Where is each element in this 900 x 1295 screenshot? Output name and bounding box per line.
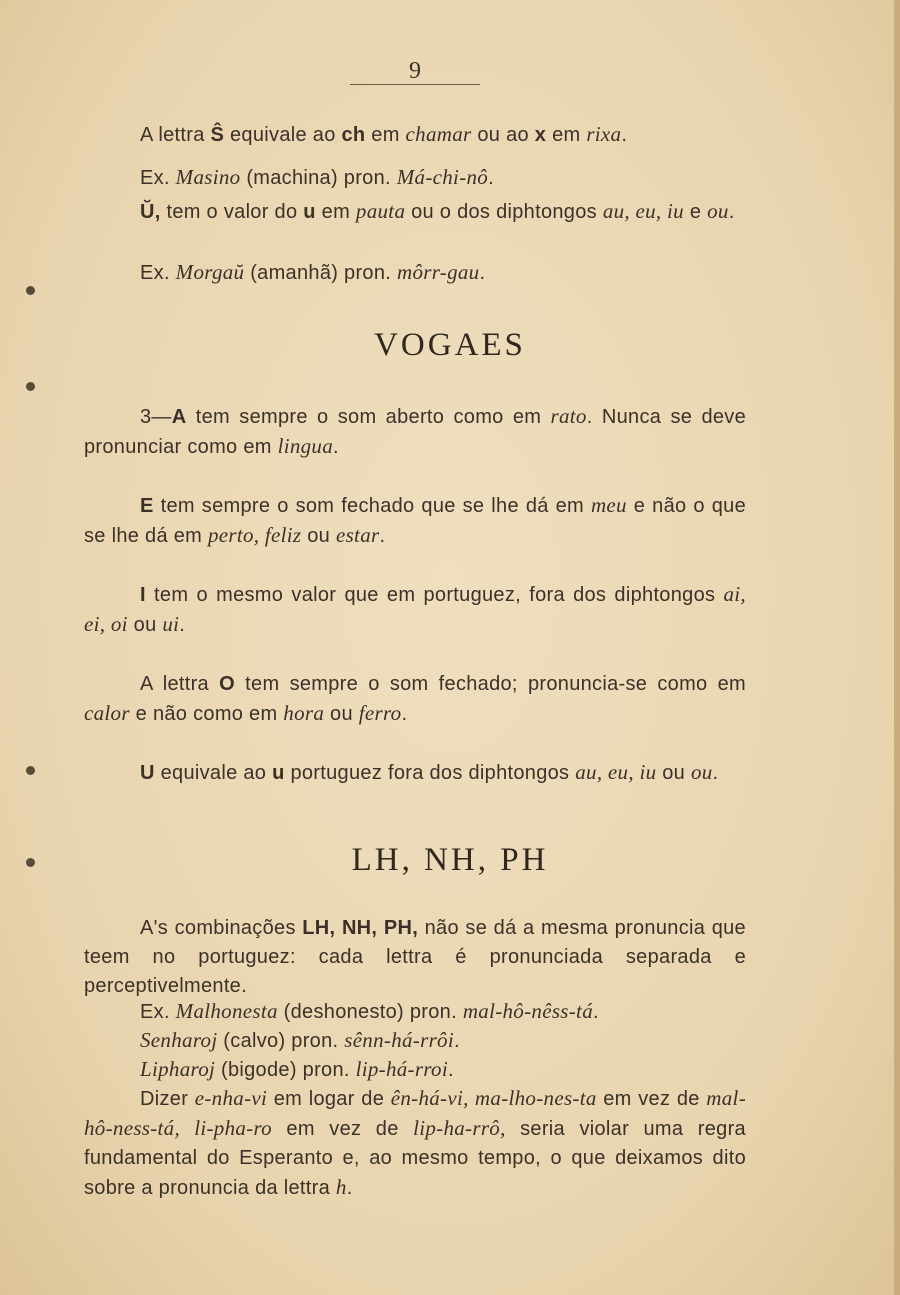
example-word: hora [283, 701, 325, 725]
example-word: ai, ei, oi [84, 582, 746, 636]
text: . [479, 262, 486, 284]
text: equivale ao [154, 762, 273, 784]
pronunciation: lip-ha-rrô, [413, 1116, 506, 1140]
text: . [488, 167, 494, 189]
paragraph-vowel-i [84, 580, 746, 640]
text: Ex. [140, 262, 176, 284]
binding-hole [26, 382, 35, 391]
text: tem sempre o som aberto como em [186, 406, 551, 428]
example-word: h [335, 1175, 347, 1199]
paragraph-vowel-e [84, 491, 746, 551]
text: ou [656, 762, 691, 784]
example-word: chamar [405, 122, 472, 146]
text: em vez de [596, 1088, 707, 1110]
example-word: e-nha-vi [194, 1086, 268, 1110]
text: (amanhã) pron. [244, 262, 397, 284]
text: em logar de [267, 1088, 391, 1110]
letter: LH, NH, PH, [302, 917, 419, 939]
example-word: lingua [277, 434, 334, 458]
paragraph-vowel-o [84, 670, 746, 729]
text: A lettra [140, 673, 220, 695]
text: ou o dos diphtongos [405, 201, 603, 223]
example-word: rixa [586, 122, 622, 146]
text: tem sempre o som fechado que se lhe dá em [153, 495, 591, 517]
example-word: pauta [355, 199, 406, 223]
letter: u [272, 762, 285, 784]
text: tem o valor do [160, 201, 304, 223]
example-word: Morgaŭ [175, 260, 245, 284]
text: . [728, 201, 735, 223]
letter: U [140, 762, 155, 784]
example-word: perto, feliz [207, 523, 302, 547]
text: (bigode) pron. [215, 1059, 356, 1081]
letter: O [219, 673, 235, 695]
paragraph-combinations [84, 914, 746, 1001]
text: . [712, 762, 719, 784]
example-word: rato [550, 404, 587, 428]
text: ou [324, 703, 359, 725]
example-word: Masino [175, 165, 241, 189]
pronunciation: mal-hô-ness-tá, li-pha-ro [84, 1086, 746, 1140]
heading-lh-nh-ph: LH, NH, PH [351, 842, 549, 878]
text: . [346, 1177, 353, 1199]
pronunciation: lip-há-rroi [355, 1057, 448, 1081]
text: portuguez fora dos diphtongos [284, 762, 576, 784]
text: . [593, 1001, 599, 1023]
text: ou ao [471, 124, 535, 146]
example-masino [84, 163, 746, 193]
example-word: ferro [358, 701, 402, 725]
text: . [401, 703, 408, 725]
example-word: ui [162, 612, 180, 636]
example-word: estar [335, 523, 380, 547]
pronunciation: môrr-gau [397, 260, 480, 284]
paragraph-u-breve [84, 197, 746, 227]
text: ou [127, 614, 163, 636]
text: . [333, 436, 339, 458]
section-number: 3— [140, 406, 172, 428]
text: seria violar uma regra fundamental do Esperanto e, ao mesmo tempo, o que deixamos dito sobre a pronuncia da lettra [84, 1118, 746, 1199]
example-word: ou [690, 760, 713, 784]
text: A's combinações [140, 917, 303, 939]
example-word: Malhonesta [175, 999, 278, 1023]
paragraph-dizer [84, 1084, 746, 1203]
example-malhonesta [84, 997, 746, 1027]
text: Ex. [140, 1001, 176, 1023]
pronunciation: mal-hô-nêss-tá [462, 999, 593, 1023]
text: Ex. [140, 167, 176, 189]
example-senharoj [84, 1026, 746, 1056]
text: tem sempre o som fechado; pronuncia-se como em [235, 673, 747, 695]
pronunciation: sênn-há-rrôi [344, 1028, 454, 1052]
text: ou [301, 525, 336, 547]
text: não se dá a mesma pronuncia que teem no portuguez: cada lettra é pronunciada separada e perceptivelmente. [84, 917, 746, 997]
text: . [621, 124, 628, 146]
text: em [315, 201, 356, 223]
example-word: ou [707, 199, 729, 223]
letter: x [534, 124, 547, 146]
binding-hole [26, 286, 35, 295]
letter: I [140, 584, 146, 606]
paragraph-vowel-u [84, 758, 746, 788]
pronunciation: Má-chi-nô [396, 165, 489, 189]
paragraph-vowel-a [84, 402, 746, 462]
text: . [453, 1030, 460, 1052]
text: . [179, 614, 186, 636]
letter: Ŝ [210, 124, 225, 146]
letter: Ŭ, [140, 201, 161, 223]
letter: ch [341, 124, 366, 146]
text: em vez de [271, 1118, 414, 1140]
letter: u [303, 201, 316, 223]
paragraph-s-circumflex [84, 120, 746, 150]
example-morgau [84, 258, 746, 288]
text: e não o que se lhe dá em [84, 495, 747, 547]
example-word: Senharoj [140, 1028, 218, 1052]
text: (deshonesto) pron. [277, 1001, 463, 1023]
text: A lettra [140, 124, 211, 146]
text: e [683, 201, 708, 223]
pronunciation: ên-há-vi, ma-lho-nes-ta [390, 1086, 597, 1110]
page-number: 9 [350, 58, 480, 85]
binding-hole [26, 766, 35, 775]
letter: E [140, 495, 154, 517]
heading-vogaes: VOGAES [374, 327, 526, 363]
example-word: Lipharoj [140, 1057, 216, 1081]
letter: A [171, 406, 187, 428]
example-word: au, eu, iu [602, 199, 684, 223]
text: em [546, 124, 587, 146]
text: . Nunca se deve pronunciar como em [84, 406, 747, 458]
text: (machina) pron. [240, 167, 397, 189]
text: Dizer [140, 1088, 195, 1110]
text: (calvo) pron. [217, 1030, 345, 1052]
text: . [447, 1059, 454, 1081]
text: tem o mesmo valor que em portuguez, fora dos diphtongos [145, 584, 724, 606]
example-word: au, eu, iu [575, 760, 657, 784]
example-word: meu [590, 493, 627, 517]
example-lipharoj [84, 1055, 746, 1085]
text: equivale ao [224, 124, 342, 146]
page-edge [894, 0, 900, 1295]
text: e não como em [129, 703, 284, 725]
text: . [379, 525, 386, 547]
text: em [365, 124, 406, 146]
example-word: calor [84, 701, 130, 725]
